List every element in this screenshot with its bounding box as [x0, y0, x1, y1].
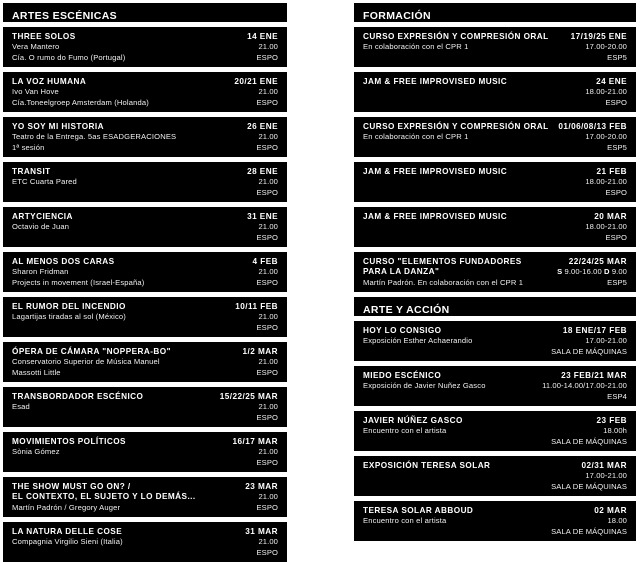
event-title: TRANSBORDADOR ESCÉNICO — [12, 392, 144, 401]
event-title: TERESA SOLAR ABBOUD — [363, 506, 474, 515]
event-venue: ESPO — [256, 322, 278, 332]
event-title-line2: EL CONTEXTO, EL SUJETO Y LO DEMÁS... — [12, 492, 196, 502]
event-info — [363, 506, 551, 527]
event-schedule — [551, 326, 627, 357]
event-title: CURSO EXPRESIÓN Y COMPRESIÓN ORAL — [363, 122, 549, 131]
event-block[interactable] — [354, 162, 636, 202]
event-info — [12, 437, 233, 458]
event-info — [363, 212, 585, 222]
event-subtitle-line2: Massotti Little — [12, 367, 61, 377]
event-time: 21.00 — [258, 42, 278, 52]
event-venue: SALA DE MÁQUINAS — [551, 526, 627, 536]
event-info — [12, 77, 234, 108]
event-info — [12, 122, 247, 153]
event-schedule — [247, 167, 278, 198]
event-time: S 9.00-16.00 D 9.00 — [557, 267, 627, 277]
event-subtitle: Exposición Esther Achaerandio — [363, 336, 473, 346]
event-venue: ESPO — [256, 547, 278, 557]
event-venue: ESPO — [256, 277, 278, 287]
event-schedule — [247, 32, 278, 63]
event-block[interactable] — [3, 432, 287, 472]
event-date: 28 ENE — [247, 167, 278, 176]
event-time: 17.00-20.00 — [585, 42, 627, 52]
event-time: 11.00-14.00/17.00-21.00 — [542, 381, 627, 391]
event-date: 20/21 ENE — [234, 77, 278, 86]
event-time: 18.00 — [607, 516, 627, 526]
event-subtitle: Ivo Van Hove — [12, 87, 59, 97]
event-subtitle: Sònia Gómez — [12, 447, 60, 457]
event-title: JAM & FREE IMPROVISED MUSIC — [363, 77, 508, 86]
event-block[interactable] — [354, 117, 636, 157]
event-venue: ESPO — [605, 97, 627, 107]
event-subtitle-line2: Cía.Toneelgroep Amsterdam (Holanda) — [12, 97, 149, 107]
event-venue: ESPO — [256, 97, 278, 107]
event-venue: ESPO — [256, 187, 278, 197]
event-subtitle-line2: 1ª sesión — [12, 142, 45, 152]
event-block[interactable] — [3, 522, 287, 562]
event-schedule — [551, 506, 627, 537]
event-date: 4 FEB — [252, 257, 278, 266]
column-formacion-arte — [354, 3, 636, 536]
event-time: 21.00 — [258, 447, 278, 457]
event-schedule — [243, 347, 278, 378]
event-block[interactable] — [3, 342, 287, 382]
event-subtitle: Encuentro con el artista — [363, 516, 447, 526]
event-date: 14 ENE — [247, 32, 278, 41]
event-date: 01/06/08/13 FEB — [558, 122, 627, 131]
event-block[interactable] — [354, 366, 636, 406]
event-schedule — [542, 371, 627, 402]
event-subtitle: Sharon Fridman — [12, 267, 69, 277]
column-artes-escenicas — [3, 3, 287, 557]
event-title: MOVIMIENTOS POLÍTICOS — [12, 437, 126, 446]
event-date: 1/2 MAR — [242, 347, 278, 356]
event-date: 23 FEB — [596, 416, 627, 425]
event-date: 23 MAR — [245, 482, 278, 491]
event-time: 18.00h — [603, 426, 627, 436]
event-date: 20 MAR — [594, 212, 627, 221]
event-time: 21.00 — [258, 537, 278, 547]
event-venue: ESPO — [256, 502, 278, 512]
event-venue: ESPO — [256, 367, 278, 377]
event-title: JAM & FREE IMPROVISED MUSIC — [363, 212, 508, 221]
event-schedule — [245, 482, 278, 513]
event-info — [12, 527, 245, 548]
event-venue: ESP5 — [607, 277, 627, 287]
event-title: JAVIER NÚÑEZ GASCO — [363, 416, 463, 425]
event-date: 26 ENE — [247, 122, 278, 131]
event-date: 21 FEB — [596, 167, 627, 176]
event-schedule — [234, 77, 278, 108]
event-time: 17.00-20.00 — [585, 132, 627, 142]
event-time: 18.00-21.00 — [585, 177, 627, 187]
event-subtitle: Exposición de Javier Nuñez Gasco — [363, 381, 486, 391]
event-venue: ESP5 — [607, 142, 627, 152]
event-date: 22/24/25 MAR — [568, 257, 627, 266]
section-header-arte-y-accion — [354, 297, 636, 316]
event-title: CURSO EXPRESIÓN Y COMPRESIÓN ORAL — [363, 32, 549, 41]
event-venue: ESPO — [256, 412, 278, 422]
event-time: 18.00-21.00 — [585, 87, 627, 97]
event-subtitle: Teatro de la Entrega. 5as ESADGERACIONES — [12, 132, 177, 142]
section-title: ARTES ESCÉNICAS — [12, 10, 118, 22]
event-block[interactable] — [3, 252, 287, 292]
event-schedule — [247, 212, 278, 243]
event-schedule — [551, 461, 627, 492]
event-schedule — [585, 212, 627, 243]
event-subtitle-line2: Projects in movement (Israel-España) — [12, 277, 145, 287]
event-schedule — [585, 167, 627, 198]
event-title: JAM & FREE IMPROVISED MUSIC — [363, 167, 508, 176]
event-time: 21.00 — [258, 357, 278, 367]
event-schedule — [233, 437, 278, 468]
event-info — [363, 32, 571, 53]
event-venue: ESPO — [256, 52, 278, 62]
event-info — [12, 167, 247, 188]
event-venue: ESP5 — [607, 52, 627, 62]
event-venue: ESPO — [256, 142, 278, 152]
event-time: 21.00 — [258, 312, 278, 322]
event-venue: ESPO — [256, 457, 278, 467]
event-venue: ESP4 — [607, 391, 627, 401]
event-time: 21.00 — [258, 222, 278, 232]
event-title: EXPOSICIÓN TERESA SOLAR — [363, 461, 491, 470]
event-subtitle: Lagartijas tiradas al sol (México) — [12, 312, 126, 322]
event-title: THE SHOW MUST GO ON? / — [12, 482, 131, 491]
event-subtitle: En colaboración con el CPR 1 — [363, 42, 469, 52]
event-date: 15/22/25 MAR — [219, 392, 278, 401]
event-schedule — [253, 257, 278, 288]
event-block[interactable] — [354, 411, 636, 451]
event-block[interactable] — [3, 477, 287, 517]
event-info — [12, 302, 235, 323]
event-block[interactable] — [3, 117, 287, 157]
event-subtitle: Martín Padrón / Gregory Auger — [12, 502, 121, 512]
event-time: 18.00-21.00 — [585, 222, 627, 232]
event-venue: ESPO — [605, 232, 627, 242]
event-schedule — [585, 77, 627, 108]
event-block[interactable] — [3, 27, 287, 67]
event-time: 21.00 — [258, 402, 278, 412]
event-info — [363, 122, 558, 143]
event-title: EL RUMOR DEL INCENDIO — [12, 302, 126, 311]
event-info — [12, 347, 243, 378]
event-date: 10/11 FEB — [235, 302, 278, 311]
event-title: HOY LO CONSIGO — [363, 326, 442, 335]
event-time: 17.00-21.00 — [585, 471, 627, 481]
event-block[interactable] — [354, 252, 636, 292]
event-block[interactable] — [3, 72, 287, 112]
event-schedule — [245, 527, 278, 558]
event-subtitle: Martín Padrón. En colaboración con el CPR 1 — [363, 277, 524, 287]
event-info — [12, 212, 247, 233]
event-schedule — [220, 392, 278, 423]
event-schedule — [557, 257, 627, 288]
event-info — [363, 257, 557, 288]
event-block[interactable] — [354, 501, 636, 541]
event-subtitle: Conservatorio Superior de Música Manuel — [12, 357, 160, 367]
event-schedule — [558, 122, 627, 153]
event-block[interactable] — [354, 27, 636, 67]
event-subtitle: Encuentro con el artista — [363, 426, 447, 436]
event-subtitle: Compagnia Virgilio Sieni (Italia) — [12, 537, 123, 547]
event-time: 21.00 — [258, 87, 278, 97]
event-schedule — [551, 416, 627, 447]
event-info — [12, 482, 245, 513]
event-block[interactable] — [3, 207, 287, 247]
event-info — [363, 77, 585, 87]
event-block[interactable] — [3, 162, 287, 202]
event-subtitle: Vera Mantero — [12, 42, 60, 52]
event-time: 21.00 — [258, 267, 278, 277]
event-title: LA VOZ HUMANA — [12, 77, 87, 86]
event-venue: ESPO — [256, 232, 278, 242]
event-date: 31 MAR — [245, 527, 278, 536]
event-info — [363, 326, 551, 347]
event-time: 17.00-21.00 — [585, 336, 627, 346]
event-time: 21.00 — [258, 177, 278, 187]
event-info — [363, 416, 551, 437]
event-schedule — [235, 302, 278, 333]
event-subtitle: ETC Cuarta Pared — [12, 177, 77, 187]
event-block[interactable] — [354, 321, 636, 361]
event-date: 24 ENE — [596, 77, 627, 86]
event-title: MIEDO ESCÉNICO — [363, 371, 442, 380]
event-date: 16/17 MAR — [232, 437, 278, 446]
event-block[interactable] — [354, 72, 636, 112]
event-schedule — [571, 32, 627, 63]
event-date: 23 FEB/21 MAR — [561, 371, 627, 380]
event-block[interactable] — [354, 207, 636, 247]
event-time: 21.00 — [258, 492, 278, 502]
event-date: 31 ENE — [247, 212, 278, 221]
event-info — [363, 461, 551, 471]
event-info — [363, 371, 542, 392]
event-info — [12, 32, 247, 63]
event-info — [12, 392, 220, 413]
event-info — [363, 167, 585, 177]
event-date: 02 MAR — [594, 506, 627, 515]
event-block[interactable] — [354, 456, 636, 496]
event-title: TRANSIT — [12, 167, 51, 176]
event-title: ARTYCIENCIA — [12, 212, 73, 221]
section-header-formacion — [354, 3, 636, 22]
event-title: LA NATURA DELLE COSE — [12, 527, 123, 536]
event-venue: SALA DE MÁQUINAS — [551, 436, 627, 446]
event-schedule — [247, 122, 278, 153]
event-date: 17/19/25 ENE — [570, 32, 627, 41]
section-title: FORMACIÓN — [363, 10, 431, 22]
event-title: ÓPERA DE CÁMARA "NOPPERA-BO" — [12, 347, 171, 356]
event-block[interactable] — [3, 297, 287, 337]
event-subtitle-line2: Cía. O rumo do Fumo (Portugal) — [12, 52, 126, 62]
event-subtitle: Octavio de Juan — [12, 222, 70, 232]
event-title: THREE SOLOS — [12, 32, 76, 41]
event-title: AL MENOS DOS CARAS — [12, 257, 115, 266]
event-title-line2: PARA LA DANZA" — [363, 267, 440, 277]
event-title: CURSO "ELEMENTOS FUNDADORES — [363, 257, 522, 266]
event-time: 21.00 — [258, 132, 278, 142]
section-title: ARTE Y ACCIÓN — [363, 304, 450, 316]
event-block[interactable] — [3, 387, 287, 427]
event-venue: SALA DE MÁQUINAS — [551, 481, 627, 491]
event-info — [12, 257, 253, 288]
event-subtitle: Esad — [12, 402, 30, 412]
section-header-artes-escenicas — [3, 3, 287, 22]
event-date: 02/31 MAR — [581, 461, 627, 470]
event-subtitle: En colaboración con el CPR 1 — [363, 132, 469, 142]
event-venue: ESPO — [605, 187, 627, 197]
event-title: YO SOY MI HISTORIA — [12, 122, 104, 131]
event-venue: SALA DE MÁQUINAS — [551, 346, 627, 356]
event-date: 18 ENE/17 FEB — [562, 326, 627, 335]
